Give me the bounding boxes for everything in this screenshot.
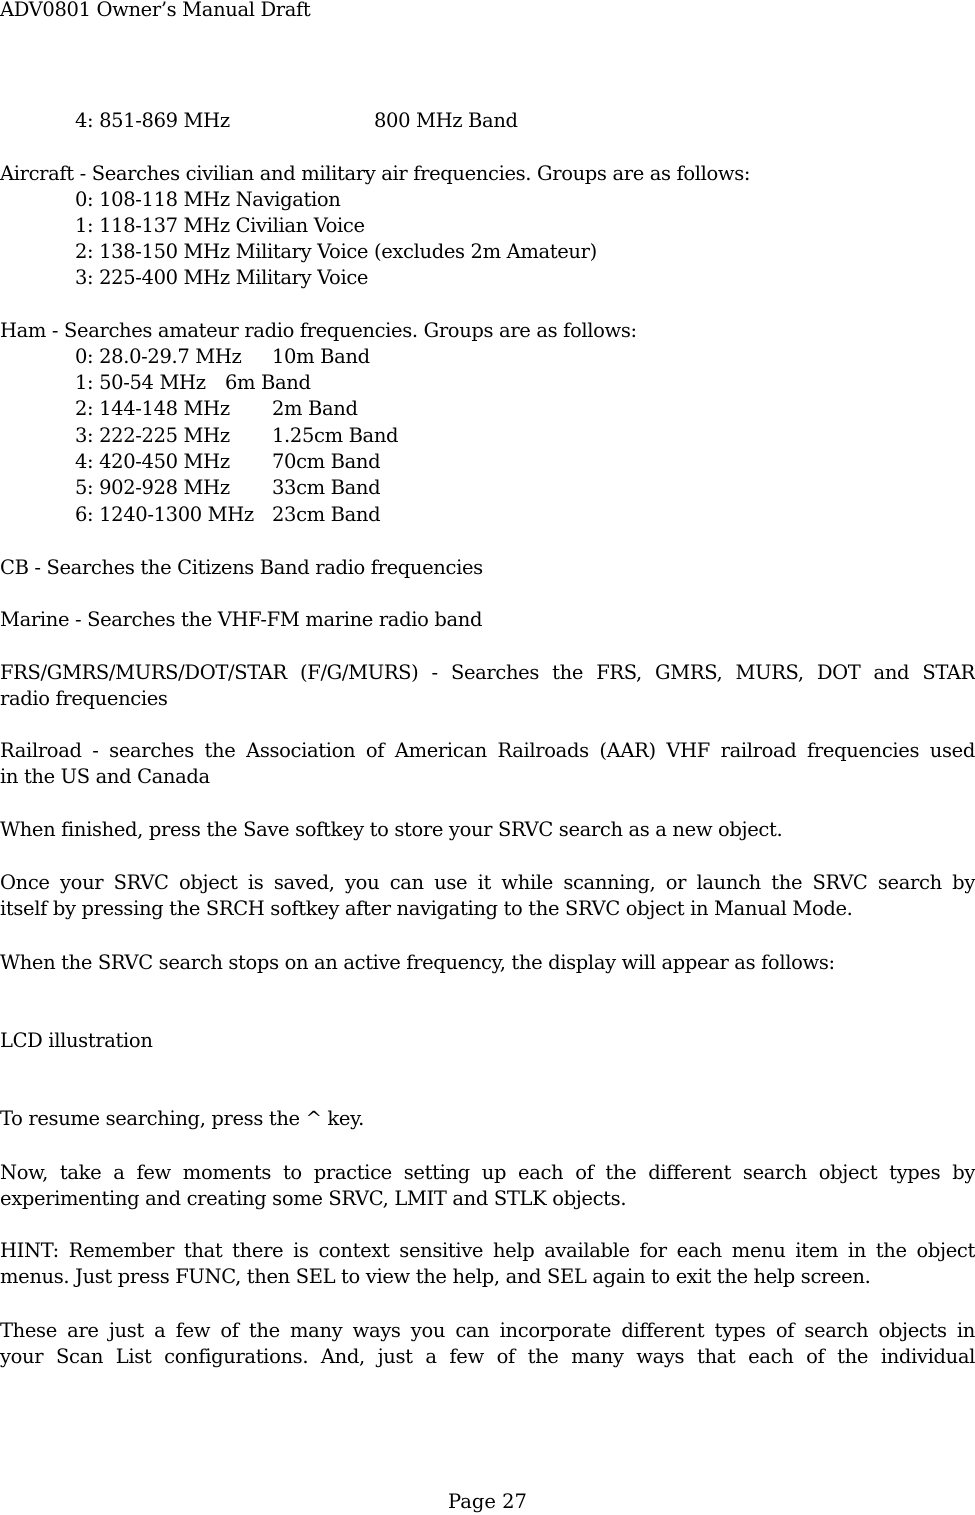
ham-group-row xyxy=(75,423,399,449)
ham-group-row xyxy=(75,344,370,370)
lcd-placeholder: LCD illustration xyxy=(0,1029,153,1052)
ham-range: 3: 222-225 MHz xyxy=(75,424,230,447)
ham-range: 1: 50-54 MHz xyxy=(75,371,206,394)
aircraft-intro: Aircraft - Searches civilian and military air frequencies. Groups are as follows: xyxy=(0,162,751,185)
hint-line: menus. Just press FUNC, then SEL to view the help, and SEL again to exit the help screen. xyxy=(0,1265,871,1288)
band-row xyxy=(75,108,518,134)
cb-paragraph: CB - Searches the Citizens Band radio frequencies xyxy=(0,556,483,579)
ham-range: 4: 420-450 MHz xyxy=(75,450,230,473)
ham-band: 1.25cm Band xyxy=(272,424,399,447)
ham-range: 2: 144-148 MHz xyxy=(75,397,230,420)
stops-paragraph: When the SRVC search stops on an active frequency, the display will appear as follows: xyxy=(0,951,835,974)
save-paragraph: When finished, press the Save softkey to store your SRVC search as a new object. xyxy=(0,818,783,841)
ham-intro: Ham - Searches amateur radio frequencies. Groups are as follows: xyxy=(0,319,637,342)
resume-paragraph: To resume searching, press the ^ key. xyxy=(0,1107,364,1130)
these-line: your Scan List configurations. And, just a few of the many ways that each of the individual xyxy=(0,1345,975,1368)
header-title: ADV0801 Owner’s Manual Draft xyxy=(0,0,311,21)
ham-band: 10m Band xyxy=(272,345,370,368)
aircraft-group: 2: 138-150 MHz Military Voice (excludes 2m Amateur) xyxy=(75,240,597,263)
ham-band: 23cm Band xyxy=(272,503,381,526)
ham-group-row xyxy=(75,449,381,475)
frs-line: FRS/GMRS/MURS/DOT/STAR (F/G/MURS) - Searches the FRS, GMRS, MURS, DOT and STAR xyxy=(0,661,975,684)
once-line: itself by pressing the SRCH softkey after navigating to the SRVC object in Manual Mode. xyxy=(0,897,853,920)
now-line: Now, take a few moments to practice setting up each of the different search object types by xyxy=(0,1161,975,1184)
once-line: Once your SRVC object is saved, you can use it while scanning, or launch the SRVC search by xyxy=(0,871,975,894)
hint-line: HINT: Remember that there is context sensitive help available for each menu item in the object xyxy=(0,1239,975,1262)
ham-range: 0: 28.0-29.7 MHz xyxy=(75,345,242,368)
frs-line: radio frequencies xyxy=(0,687,168,710)
aircraft-group: 3: 225-400 MHz Military Voice xyxy=(75,266,369,289)
now-line: experimenting and creating some SRVC, LMIT and STLK objects. xyxy=(0,1187,627,1210)
ham-group-row xyxy=(75,502,381,528)
page-number: Page 27 xyxy=(448,1489,527,1513)
ham-band: 6m Band xyxy=(225,371,311,394)
aircraft-group: 1: 118-137 MHz Civilian Voice xyxy=(75,214,365,237)
aircraft-group: 0: 108-118 MHz Navigation xyxy=(75,188,341,211)
ham-group-row xyxy=(75,370,311,396)
these-line: These are just a few of the many ways you can incorporate different types of search objects in xyxy=(0,1319,975,1342)
ham-band: 70cm Band xyxy=(272,450,381,473)
marine-paragraph: Marine - Searches the VHF-FM marine radio band xyxy=(0,608,483,631)
band-range: 4: 851-869 MHz xyxy=(75,109,230,132)
railroad-line: Railroad - searches the Association of American Railroads (AAR) VHF railroad frequencies used xyxy=(0,739,975,762)
ham-group-row xyxy=(75,475,381,501)
ham-band: 2m Band xyxy=(272,397,358,420)
band-name: 800 MHz Band xyxy=(374,109,518,132)
ham-range: 5: 902-928 MHz xyxy=(75,476,230,499)
ham-band: 33cm Band xyxy=(272,476,381,499)
ham-range: 6: 1240-1300 MHz xyxy=(75,503,254,526)
railroad-line: in the US and Canada xyxy=(0,765,210,788)
ham-group-row xyxy=(75,396,358,422)
